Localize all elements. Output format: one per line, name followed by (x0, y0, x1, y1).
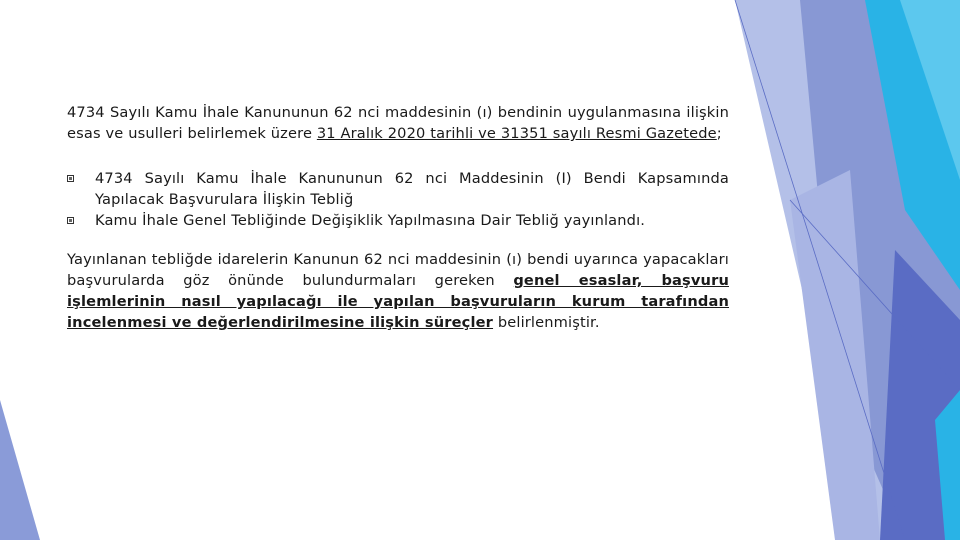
checkbox-bullet-icon (67, 175, 74, 182)
slide-text-body (67, 102, 729, 333)
list-item-text: 4734 Sayılı Kamu İhale Kanununun 62 nci Maddesinin (I) Bendi Kapsamında Yapılacak Başvurulara İlişkin Tebliğ (95, 170, 729, 208)
bullet-list (67, 168, 729, 231)
summary-paragraph (67, 249, 729, 333)
left-accent-bar (0, 400, 40, 540)
intro-punctuation: ; (716, 125, 722, 142)
intro-text: 4734 Sayılı Kamu İhale Kanununun 62 nci maddesinin (ı) bendinin uygulanmasına ilişkin esas ve usulleri belirlemek üzere (67, 104, 729, 142)
list-item-text: Kamu İhale Genel Tebliğinde Değişiklik Yapılmasına Dair Tebliğ yayınlandı. (95, 212, 646, 229)
summary-ending: belirlenmiştir. (493, 314, 600, 331)
intro-paragraph (67, 102, 729, 144)
gazette-reference: 31 Aralık 2020 tarihli ve 31351 sayılı Resmi Gazetede (316, 125, 717, 142)
list-item (67, 168, 729, 210)
list-item (67, 210, 729, 231)
summary-emphasis: genel esaslar, başvuru işlemlerinin nasıl yapılacağı ile yapılan başvuruların kurum tarafından incelenmesi ve değerlendirilmesine ilişkin süreçler (67, 272, 729, 331)
checkbox-bullet-icon (67, 217, 74, 224)
summary-text: Yayınlanan tebliğde idarelerin Kanunun 62 nci maddesinin (ı) bendi uyarınca yapacakları başvurularda göz önünde bulundurmaları gereken (67, 251, 729, 289)
